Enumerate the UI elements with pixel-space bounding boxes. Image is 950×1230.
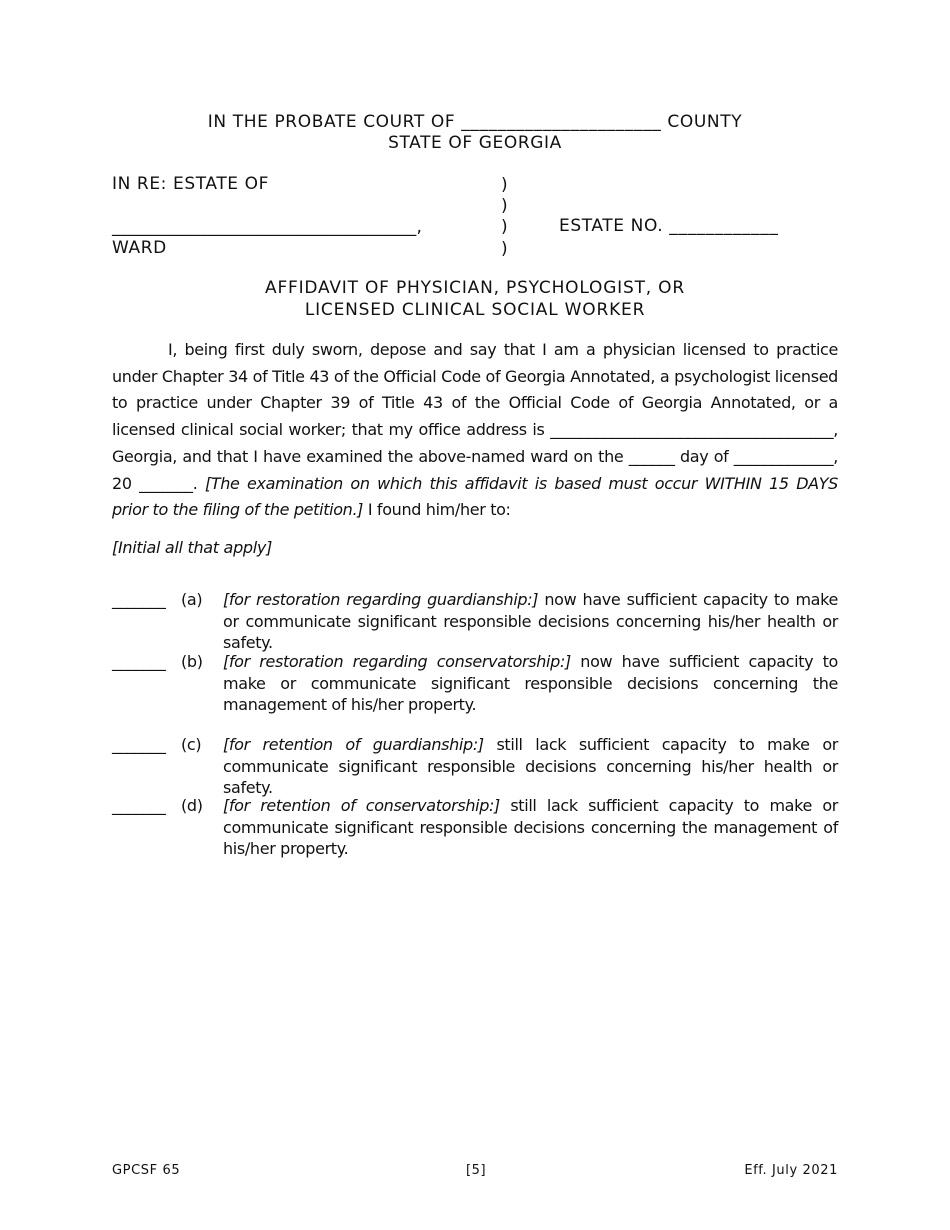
item-letter: (d) (181, 796, 203, 815)
item-letter: (b) (181, 652, 203, 671)
body-statement: I, being first duly sworn, depose and say that I am a physician licensed to practice under Chapter 34 of Title 43 of the Official Code of Georgia Annotated, a psychologist licensed to practice under Chapter 39 of Title 43 of the Official Code of Georgia Annotated, or a licensed clinical social worker; that my office address is _____________________________________, Georgia, and that I have examined the above-named ward on the ______ day of _____________, 20 _______. (112, 340, 838, 493)
finding-item-c (112, 734, 838, 799)
ward-name-blank[interactable]: ___________________________________, (112, 217, 423, 237)
effective-date: Eff. July 2021 (744, 1163, 838, 1178)
caption-paren: ) (501, 175, 508, 195)
in-re-label: IN RE: ESTATE OF (112, 174, 270, 194)
initial-blank[interactable]: _______ (112, 652, 166, 671)
finding-item-d (112, 795, 838, 860)
item-text: now have sufficient capacity to make or communicate significant responsible decisions concerning the management of his/her property. (223, 652, 838, 715)
initial-blank[interactable]: _______ (112, 590, 166, 609)
caption-paren: ) (501, 217, 508, 237)
item-letter: (c) (181, 735, 202, 754)
item-text: still lack sufficient capacity to make or communicate significant responsible decisions concerning the management of his/her property. (223, 796, 838, 859)
initial-blank[interactable]: _______ (112, 796, 166, 815)
item-condition: [for retention of conservatorship:] (223, 796, 500, 815)
item-text: still lack sufficient capacity to make or communicate significant responsible decisions concerning his/her health or safety. (223, 735, 838, 798)
caption-paren: ) (501, 239, 508, 259)
caption-paren: ) (501, 196, 508, 216)
ward-label: WARD (112, 238, 167, 258)
item-text: now have sufficient capacity to make or communicate significant responsible decisions concerning his/her health or safety. (223, 590, 838, 653)
item-letter: (a) (181, 590, 203, 609)
body-examination-note: [The examination on which this affidavit is based must occur WITHIN 15 DAYS prior to the filing of the petition.] (112, 473, 838, 520)
affidavit-body (112, 337, 838, 524)
affidavit-title-line2: LICENSED CLINICAL SOCIAL WORKER (304, 300, 646, 320)
court-header-line2: STATE OF GEORGIA (388, 133, 562, 153)
item-condition: [for restoration regarding conservatorship:] (223, 652, 571, 671)
item-condition: [for retention of guardianship:] (223, 735, 484, 754)
estate-number-field[interactable]: ESTATE NO. ____________ (559, 216, 779, 236)
item-condition: [for restoration regarding guardianship:] (223, 590, 539, 609)
finding-item-a (112, 589, 838, 654)
finding-item-b (112, 651, 838, 716)
body-found-clause: I found him/her to: (367, 500, 511, 520)
page-number: [5] (466, 1163, 487, 1178)
form-number: GPCSF 65 (112, 1163, 181, 1178)
initial-blank[interactable]: _______ (112, 735, 166, 754)
initial-instruction: [Initial all that apply] (112, 538, 273, 557)
affidavit-title-line1: AFFIDAVIT OF PHYSICIAN, PSYCHOLOGIST, OR (265, 278, 685, 298)
court-header-line1: IN THE PROBATE COURT OF ______________________ COUNTY (207, 112, 743, 132)
